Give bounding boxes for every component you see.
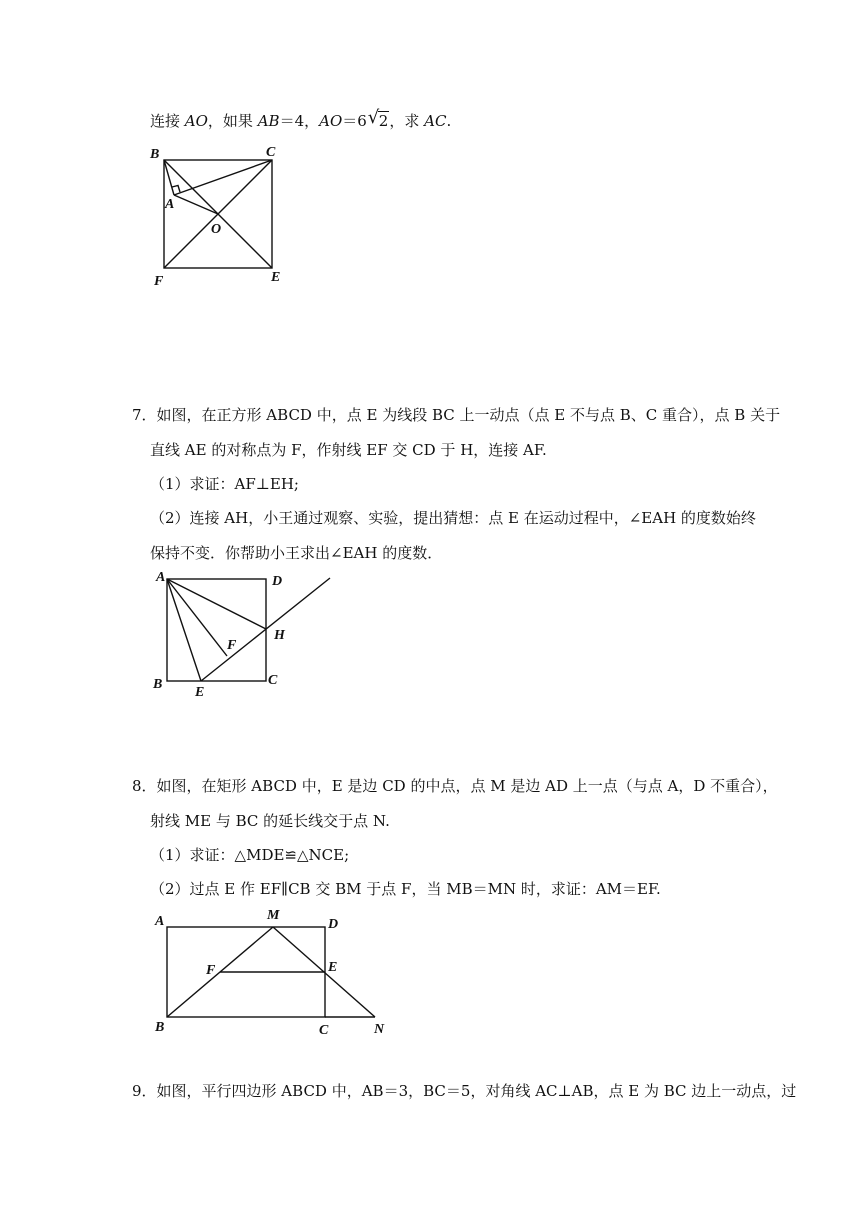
- label-f: F: [154, 274, 164, 289]
- figure-problem8: [145, 904, 405, 1039]
- problem8-part1: （1）求证：△MDE≌△NCE;: [150, 846, 350, 864]
- label-c: C: [266, 145, 276, 160]
- problem6-statement: [150, 107, 452, 131]
- label-f: F: [206, 963, 216, 978]
- p6-text: ＝4，: [279, 112, 320, 130]
- label-h: H: [274, 628, 285, 643]
- p6-text: .: [446, 112, 452, 130]
- label-a: A: [156, 570, 166, 585]
- problem7-part1: （1）求证：AF⊥EH;: [150, 475, 299, 493]
- p6-text: AO: [319, 112, 343, 130]
- segment-ao: [174, 195, 218, 214]
- label-o: O: [211, 222, 222, 237]
- problem7-part2-line1: （2）连接 AH，小王通过观察、实验，提出猜想：点 E 在运动过程中，∠EAH 的度数始终: [150, 509, 756, 527]
- problem8-line1: 8．如图，在矩形 ABCD 中，E 是边 CD 的中点，点 M 是边 AD 上一点（与点 A，D 不重合），: [132, 777, 778, 795]
- label-c: C: [319, 1023, 329, 1038]
- label-f: F: [227, 638, 237, 653]
- segment-af: [167, 579, 227, 656]
- label-a: A: [155, 914, 165, 929]
- label-m: M: [267, 908, 280, 923]
- radicand: 2: [378, 112, 389, 130]
- label-d: D: [328, 917, 339, 932]
- problem7-line1: 7．如图，在正方形 ABCD 中，点 E 为线段 BC 上一动点（点 E 不与点 B、C 重合），点 B 关于: [132, 406, 781, 424]
- label-e: E: [271, 270, 281, 285]
- figure-problem6: [145, 140, 295, 295]
- label-e: E: [328, 960, 338, 975]
- square-abcd: [167, 579, 266, 681]
- label-b: B: [150, 147, 160, 162]
- problem8-part2: （2）过点 E 作 EF∥CB 交 BM 于点 F，当 MB＝MN 时，求证：AM＝EF.: [150, 880, 661, 898]
- label-b: B: [153, 677, 163, 692]
- label-a: A: [165, 197, 175, 212]
- label-c: C: [268, 673, 278, 688]
- p6-text: 连接: [150, 112, 185, 130]
- figure-problem7: [145, 565, 345, 705]
- p6-text: AO: [184, 112, 208, 130]
- label-n: N: [374, 1022, 385, 1037]
- sqrt-expression: [367, 107, 390, 131]
- p6-text: ，如果: [207, 112, 258, 130]
- label-b: B: [155, 1020, 165, 1035]
- p6-text: ＝6: [342, 112, 367, 130]
- problem7-line2: 直线 AE 的对称点为 F，作射线 EF 交 CD 于 H，连接 AF.: [150, 441, 547, 459]
- p6-text: AC: [424, 112, 447, 130]
- label-e: E: [195, 685, 205, 700]
- p6-text: AB: [257, 112, 280, 130]
- p6-text: ，求: [389, 112, 425, 130]
- radical-sign: √: [367, 107, 380, 128]
- problem8-line2: 射线 ME 与 BC 的延长线交于点 N.: [150, 812, 390, 830]
- problem9-line1: 9．如图，平行四边形 ABCD 中，AB＝3，BC＝5，对角线 AC⊥AB，点 E 为 BC 边上一动点，过: [132, 1082, 797, 1100]
- segment-ac: [174, 160, 272, 195]
- label-d: D: [272, 574, 283, 589]
- problem7-part2-line2: 保持不变．你帮助小王求出∠EAH 的度数．: [150, 544, 443, 562]
